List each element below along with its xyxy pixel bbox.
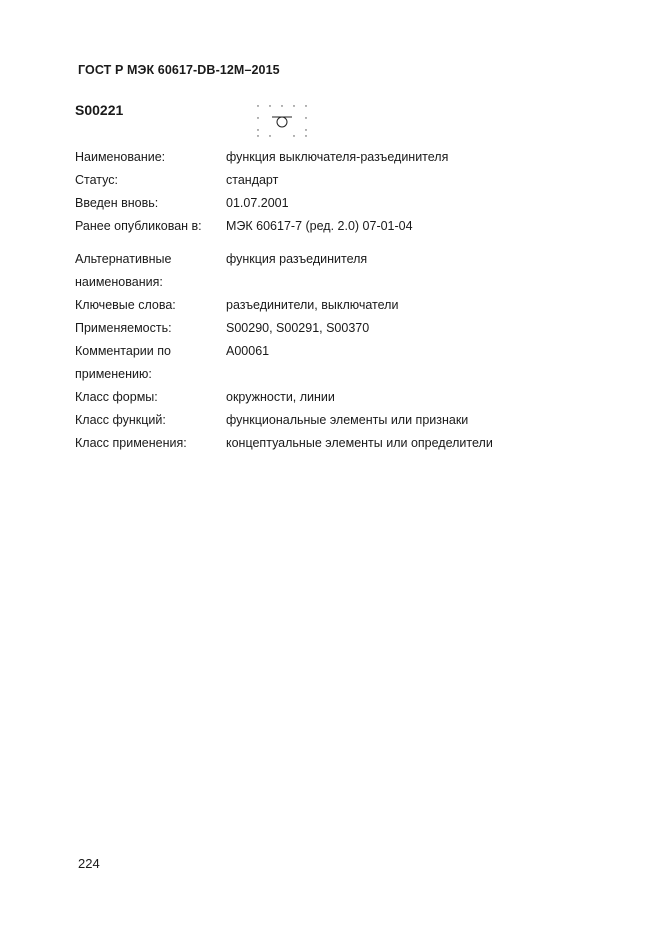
field-row-alternative-names	[75, 248, 595, 271]
page-number: 224	[78, 856, 100, 871]
field-value: разъединители, выключатели	[226, 298, 399, 312]
field-value: МЭК 60617-7 (ред. 2.0) 07-01-04	[226, 219, 413, 233]
field-label: Альтернативные	[75, 252, 172, 266]
attributes-table	[75, 146, 595, 455]
field-value: концептуальные элементы или определители	[226, 436, 493, 450]
field-value: функция разъединителя	[226, 252, 368, 266]
field-label: Комментарии по	[75, 344, 171, 358]
field-label: Введен вновь:	[75, 196, 159, 210]
field-row-name	[75, 146, 595, 169]
field-label: Класс применения:	[75, 436, 187, 450]
field-label: Класс формы:	[75, 390, 158, 404]
field-label: Наименование:	[75, 150, 166, 164]
field-row-applicability	[75, 317, 595, 340]
field-label: наименования:	[75, 275, 163, 289]
field-row-introduced	[75, 192, 595, 215]
field-row-application-notes	[75, 340, 595, 363]
disconnector-function-symbol-icon	[256, 104, 308, 138]
field-value: окружности, линии	[226, 390, 335, 404]
field-row-application-class	[75, 432, 595, 455]
field-label: применению:	[75, 367, 152, 381]
field-row-function-class	[75, 409, 595, 432]
field-row-status	[75, 169, 595, 192]
field-label: Ключевые слова:	[75, 298, 176, 312]
field-value: стандарт	[226, 173, 279, 187]
field-row-alternative-names-cont	[75, 271, 595, 294]
field-label: Применяемость:	[75, 321, 172, 335]
field-value: S00290, S00291, S00370	[226, 321, 370, 335]
field-row-previously-published	[75, 215, 595, 238]
field-row-keywords	[75, 294, 595, 317]
field-row-shape-class	[75, 386, 595, 409]
field-value: A00061	[226, 344, 270, 358]
field-row-application-notes-cont	[75, 363, 595, 386]
field-value	[226, 363, 595, 386]
field-label: Статус:	[75, 173, 118, 187]
standard-title: ГОСТ Р МЭК 60617-DB-12M–2015	[78, 63, 280, 77]
field-value: функция выключателя-разъединителя	[226, 150, 449, 164]
field-label: Ранее опубликован в:	[75, 219, 202, 233]
field-value: функциональные элементы или признаки	[226, 413, 469, 427]
field-value	[226, 271, 595, 294]
field-label: Класс функций:	[75, 413, 166, 427]
symbol-code: S00221	[75, 102, 124, 118]
field-value: 01.07.2001	[226, 196, 289, 210]
